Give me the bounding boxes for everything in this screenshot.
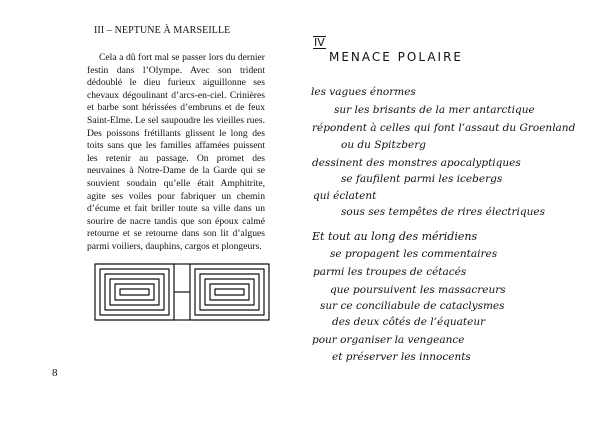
chapter-number: IV <box>314 36 325 49</box>
poem-line: se propagent les commentaires <box>330 248 498 260</box>
poem-line: ou du Spitzberg <box>341 139 426 151</box>
body-paragraph: Cela a dû fort mal se passer lors du dernier festin dans l’Olympe. Avec son trident dédoublé le dieu furieux aiguillonne ses chevaux dégoulinant d’arcs-en-ciel. Crinières et barbe sont hérissées d’embruns et de feux Saint-Elme. Le sel saupoudre les vieilles rues. Des poissons frétillants glissent le long des toits sans que les familles affamées puissent les retenir au passage. On promet des neuvaines à Notre-Dame de la Garde qui se souvient soudain qu’elle était Amphitrite, agite ses voiles pour fabriquer un chemin d’écume et fait briller toute sa ville dans un sourire de nacre tandis que son époux calmé retourne et se retourne dans son lit d’algues parmi voiliers, dauphins, cargos et plongeurs. <box>87 52 265 252</box>
poem-line: les vagues énormes <box>311 86 416 98</box>
poem-line: sur les brisants de la mer antarctique <box>334 104 535 116</box>
poem-line: des deux côtés de l’équateur <box>332 316 486 328</box>
chapter-title-left: III – NEPTUNE À MARSEILLE <box>94 25 231 36</box>
chapter-title-right: MENACE POLAIRE <box>329 50 463 64</box>
poem-line: dessinent des monstres apocalyptiques <box>312 157 521 169</box>
poem-line: répondent à celles qui font l’assaut du Groenland <box>312 122 576 134</box>
poem-line: sur ce conciliabule de cataclysmes <box>320 300 505 312</box>
poem-line: et préserver les innocents <box>332 351 471 363</box>
poem-line: que poursuivent les massacreurs <box>330 284 506 296</box>
poem-line: qui éclatent <box>313 190 377 202</box>
poem-line: pour organiser la vengeance <box>312 334 465 346</box>
poem-line: sous ses tempêtes de rires électriques <box>341 206 545 218</box>
poem-line: se faufilent parmi les icebergs <box>341 173 503 185</box>
poem-line: Et tout au long des méridiens <box>312 230 478 243</box>
page-number: 8 <box>52 367 58 379</box>
poem-line: parmi les troupes de cétacés <box>313 266 467 278</box>
